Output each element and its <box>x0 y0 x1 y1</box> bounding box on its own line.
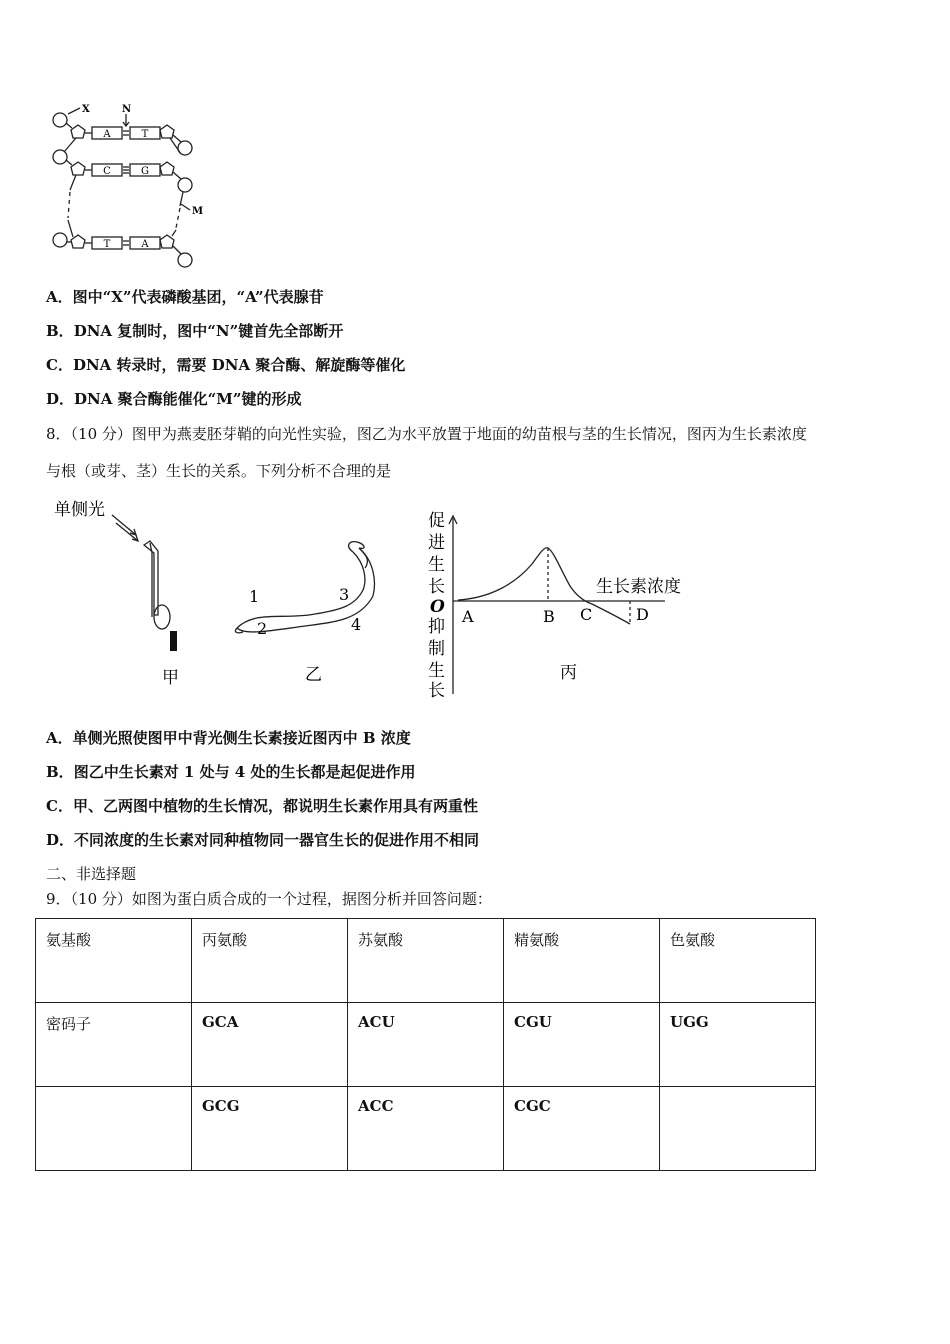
phosphate-circle <box>178 253 192 267</box>
yi-number: 1 <box>249 587 260 606</box>
y-axis-char: 生 <box>428 661 445 681</box>
deoxyribose-pentagon <box>71 162 85 175</box>
phosphate-circle <box>53 233 67 247</box>
origin-label: O <box>430 597 445 617</box>
table-cell <box>36 1087 192 1171</box>
q7-option-c: C．DNA 转录时，需要 DNA 聚合酶、解旋酶等催化 <box>46 356 406 374</box>
table-cell: GCA <box>192 1003 348 1087</box>
q8-option-d: D．不同浓度的生长素对同种植物同一器官生长的促进作用不相同 <box>46 831 480 849</box>
y-axis-char: 长 <box>428 681 445 698</box>
label-x: X <box>82 104 90 115</box>
base-label: T <box>103 239 111 250</box>
yi-number: 2 <box>257 619 268 638</box>
table-cell: 密码子 <box>36 1003 192 1087</box>
table-cell: 氨基酸 <box>36 919 192 1003</box>
point-b: B <box>543 607 555 626</box>
q7-option-d: D．DNA 聚合酶能催化“M”键的形成 <box>46 390 302 408</box>
point-d: D <box>636 605 649 624</box>
yi-number: 4 <box>351 615 362 634</box>
table-row <box>36 1087 816 1171</box>
table-cell: 丙氨酸 <box>192 919 348 1003</box>
dna-structure-figure <box>40 100 220 270</box>
yi-number: 3 <box>339 585 350 604</box>
table-cell: 苏氨酸 <box>348 919 504 1003</box>
base-label: A <box>103 129 111 140</box>
base-label: T <box>141 129 149 140</box>
q7-option-b: B．DNA 复制时，图中“N”键首先全部断开 <box>46 322 344 340</box>
coleoptile-base <box>170 631 177 651</box>
table-cell: CGU <box>504 1003 660 1087</box>
deoxyribose-pentagon <box>160 162 174 175</box>
q8-stem-line1: 8．（10 分）图甲为燕麦胚芽鞘的向光性实验，图乙为水平放置于地面的幼苗根与茎的生长情况，图丙为生长素浓度 <box>46 425 807 443</box>
codon-table <box>35 918 816 1171</box>
figure-bing <box>420 508 710 698</box>
table-row <box>36 1003 816 1087</box>
table-cell: CGC <box>504 1087 660 1171</box>
table-cell <box>660 1087 816 1171</box>
base-label: G <box>141 166 149 177</box>
q7-option-a: A．图中“X”代表磷酸基团，“A”代表腺苷 <box>46 288 324 306</box>
q8-stem-line2: 与根（或芽、茎）生长的关系。下列分析不合理的是 <box>46 462 392 480</box>
y-axis-char: 制 <box>428 639 445 659</box>
figure-jia <box>46 495 206 695</box>
base-label: C <box>103 166 111 177</box>
table-cell: UGG <box>660 1003 816 1087</box>
y-axis-char: 促 <box>428 511 445 531</box>
q8-option-c: C．甲、乙两图中植物的生长情况，都说明生长素作用具有两重性 <box>46 797 478 815</box>
phosphate-circle <box>178 178 192 192</box>
y-axis-char: 生 <box>428 555 445 575</box>
caption-jia: 甲 <box>162 668 179 688</box>
caption-yi: 乙 <box>305 665 322 685</box>
y-axis-char: 抑 <box>428 617 445 637</box>
phosphate-circle <box>53 113 67 127</box>
x-axis-label: 生长素浓度 <box>596 577 681 597</box>
label-m: M <box>192 206 204 217</box>
phosphate-circle <box>53 150 67 164</box>
table-cell: ACU <box>348 1003 504 1087</box>
table-cell: ACC <box>348 1087 504 1171</box>
caption-bing: 丙 <box>560 663 577 683</box>
light-label: 单侧光 <box>54 500 105 520</box>
q9-stem: 9．（10 分）如图为蛋白质合成的一个过程，据图分析并回答问题： <box>46 890 492 908</box>
table-row <box>36 919 816 1003</box>
table-cell: GCG <box>192 1087 348 1171</box>
section-title: 二、非选择题 <box>46 865 137 883</box>
y-axis-char: 进 <box>428 533 445 553</box>
label-n: N <box>122 104 132 115</box>
figure-yi <box>225 540 385 690</box>
base-label: A <box>141 239 149 250</box>
point-a: A <box>462 607 474 626</box>
point-c: C <box>580 605 593 624</box>
table-cell: 精氨酸 <box>504 919 660 1003</box>
deoxyribose-pentagon <box>71 125 85 138</box>
y-axis-char: 长 <box>428 577 445 597</box>
q8-option-b: B．图乙中生长素对 1 处与 4 处的生长都是起促进作用 <box>46 763 416 781</box>
deoxyribose-pentagon <box>160 235 174 248</box>
table-cell: 色氨酸 <box>660 919 816 1003</box>
deoxyribose-pentagon <box>160 125 174 138</box>
q8-option-a: A．单侧光照使图甲中背光侧生长素接近图丙中 B 浓度 <box>46 729 411 747</box>
